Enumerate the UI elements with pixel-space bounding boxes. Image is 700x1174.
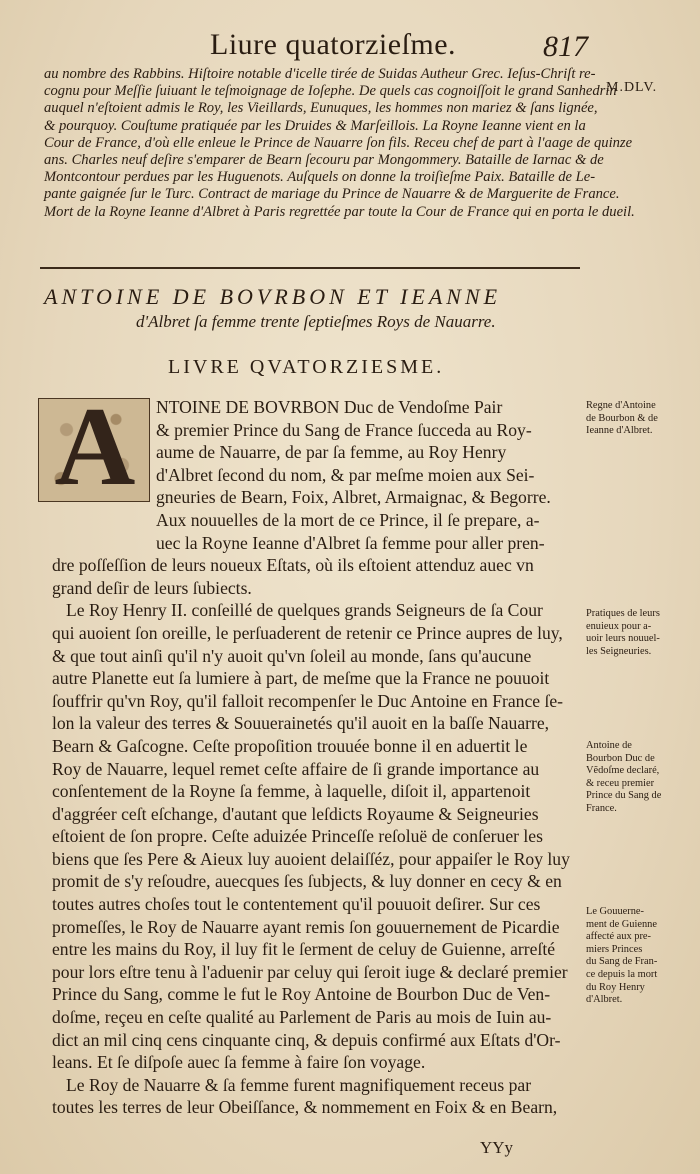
margin-note-line: ce depuis la mort: [586, 968, 658, 980]
body-line: entre les mains du Roy, il luy fit le ſerment de celuy de Guienne, arreſté: [52, 939, 556, 960]
margin-note-line: du Sang de Fran-: [586, 956, 658, 968]
body-line: leans. Et ſe diſpoſe auec ſa femme à faire ſon voyage.: [52, 1052, 426, 1073]
summary-line: au nombre des Rabbins. Hiſtoire notable d'icelle tirée de Suidas Autheur Grec. Ieſus-Chriſt re-: [44, 66, 596, 82]
body-line: uec la Royne Ieanne d'Albret ſa femme pour aller pren-: [156, 532, 545, 553]
margin-note: [586, 906, 698, 1007]
body-line: pour lors eſtre tenu à l'aduenir par celuy qui ſeroit iuge & declaré premier: [52, 961, 568, 982]
chapter-subtitle: d'Albret ſa femme trente ſeptieſmes Roys de Nauarre.: [136, 312, 496, 331]
book-heading: LIVRE QVATORZIESME.: [168, 356, 445, 378]
body-line: ſouffrir qu'vn Roy, qu'il falloit recompenſer le Duc Antoine en France ſe-: [52, 690, 564, 711]
margin-note: [586, 608, 698, 658]
margin-note-line: Le Gouuerne-: [586, 906, 644, 917]
summary-line: & pourquoy. Couſtume pratiquée par les Druides & Marſeillois. La Royne Ieanne vient en la: [44, 117, 586, 134]
body-line: d'Albret ſecond du nom, & par meſme moien aux Sei-: [156, 464, 535, 485]
body-line: lon la valeur des terres & Souuerainetés qu'il auoit en la baſſe Nauarre,: [52, 713, 550, 734]
body-line: aume de Nauarre, de par ſa femme, au Roy Henry: [156, 442, 507, 463]
margin-note-line: & receu premier: [586, 777, 655, 789]
body-line: Bearn & Gaſcogne. Ceſte propoſition trouuée bonne il en aduertit le: [52, 735, 528, 756]
folio-number: 817: [543, 30, 588, 63]
margin-note-line: Regne d'Antoine: [586, 400, 656, 411]
body-line: Prince du Sang, comme le fut le Roy Antoine de Bourbon Duc de Ven-: [52, 984, 551, 1005]
body-line: Aux nouuelles de la mort de ce Prince, il ſe prepare, a-: [156, 509, 540, 530]
body-line: toutes les terres de leur Obeiſſance, & nommement en Foix & en Bearn,: [52, 1097, 558, 1118]
body-line: & premier Prince du Sang de France ſucceda au Roy-: [156, 419, 532, 440]
section-divider: [40, 267, 580, 269]
body-line: promeſſes, le Roy de Nauarre ayant remis ſon gouuernement de Picardie: [52, 916, 560, 937]
body-line: dict an mil cinq cens cinquante cinq, & depuis confirmé aux Eſtats d'Or-: [52, 1029, 561, 1050]
margin-note-line: enuieux pour a-: [586, 620, 652, 632]
margin-note-line: Prince du Sang de: [586, 790, 662, 802]
margin-note: [586, 740, 698, 816]
body-line: gneuries de Bearn, Foix, Albret, Armaignac, & Begorre.: [156, 487, 551, 508]
margin-note-line: Ieanne d'Albret.: [586, 425, 653, 437]
margin-note-line: affecté aux pre-: [586, 931, 651, 943]
margin-note-line: Bourbon Duc de: [586, 752, 655, 764]
margin-note-line: Pratiques de leurs: [586, 608, 660, 619]
summary-line: ans. Charles neuf deſire s'emparer de Bearn ſecouru par Mongommery. Bataille de Iarnac & de: [44, 152, 604, 169]
summary-line: Cour de France, d'où elle enleue le Prince de Nauarre ſon fils. Receu chef de part à l'aage de quinze: [44, 134, 633, 151]
margin-note-line: les Seigneuries.: [586, 645, 652, 657]
body-line: eſtoient de ſon propre. Ceſte aduizée Princeſſe reſoluë de conſeruer les: [52, 826, 543, 847]
body-line: grand deſir de leurs ſubiects.: [52, 577, 252, 598]
margin-note: [586, 400, 698, 438]
body-line: autre Planette eut ſa lumiere à part, de meſme que la France ne pouuoit: [52, 668, 550, 689]
body-line: NTOINE DE BOVRBON Duc de Vendoſme Pair: [156, 397, 503, 417]
chapter-title: ANTOINE DE BOVRBON ET IEANNE: [44, 284, 502, 309]
margin-note-line: miers Princes: [586, 943, 643, 955]
body-line: Le Roy Henry II. conſeillé de quelques grands Seigneurs de ſa Cour: [66, 600, 543, 621]
running-title: Liure quatorzieſme.: [210, 28, 457, 61]
body-line: doſme, reçeu en ceſte qualité au Parlement de Paris au mois de Iuin au-: [52, 1007, 552, 1028]
body-line: toutes autres choſes tout le contentement qu'il pouuoit deſirer. Sur ces: [52, 894, 541, 915]
summary-line: pante gaignée ſur le Turc. Contract de mariage du Prince de Nauarre & de Marguerite de France.: [44, 186, 620, 203]
summary-line: Montcontour perdues par les Huguenots. Auſquels on donne la troiſieſme Paix. Bataille de Le-: [44, 169, 596, 186]
margin-note-line: France.: [586, 802, 617, 814]
summary-line: Mort de la Royne Ieanne d'Albret à Paris regrettée par toute la Cour de France qui en porta le dueil.: [44, 203, 635, 220]
body-line: Le Roy de Nauarre & ſa femme furent magnifiquement receus par: [66, 1074, 532, 1095]
body-line: d'aggréer ceſt eſchange, d'autant que leſdicts Royaume & Seigneuries: [52, 803, 539, 824]
body-line: qui auoient ſon oreille, le perſuaderent de retenir ce Prince aupres de luy,: [52, 622, 563, 643]
summary-line: cognu pour Meſſie ſuiuant le teſmoignage de Ioſephe. De quels cas cognoiſſoit le grand Sanhedrin: [44, 83, 617, 100]
drop-cap-letter: A: [54, 385, 136, 509]
margin-note-line: Vẽdoſme declaré,: [586, 765, 660, 777]
margin-note-line: Antoine de: [586, 740, 632, 751]
summary-date: M.DLV.: [606, 80, 658, 95]
margin-note-line: de Bourbon & de: [586, 412, 658, 424]
margin-note-line: du Roy Henry: [586, 981, 645, 993]
body-text: [52, 396, 578, 1119]
margin-note-line: uoir leurs nouuel-: [586, 633, 660, 645]
catchword: YYy: [480, 1138, 514, 1157]
summary-line: auquel n'eſtoient admis le Roy, les Vieillards, Eunuques, les hommes non mariez & ſans lignée,: [44, 100, 598, 117]
margin-note-line: d'Albret.: [586, 994, 623, 1006]
body-line: & que tout ainſi qu'il n'y auoit qu'vn ſoleil au monde, ſans qu'aucune: [52, 645, 532, 666]
body-line: Roy de Nauarre, lequel remet ceſte affaire de ſi grande importance au: [52, 758, 540, 779]
body-line: promit de s'y reſoudre, auecques ſes ſubjects, & luy donner en cecy & en: [52, 871, 562, 892]
body-line: dre poſſeſſion de leurs noueux Eſtats, où ils eſtoient attenduz auec vn: [52, 555, 534, 576]
body-line: biens que ſes Pere & Aieux luy auoient delaiſſéz, pour appaiſer le Roy luy: [52, 848, 570, 869]
margin-note-line: ment de Guienne: [586, 918, 657, 930]
body-line: conſentement de la Royne ſa femme, à laquelle, diſoit il, appartenoit: [52, 781, 531, 802]
